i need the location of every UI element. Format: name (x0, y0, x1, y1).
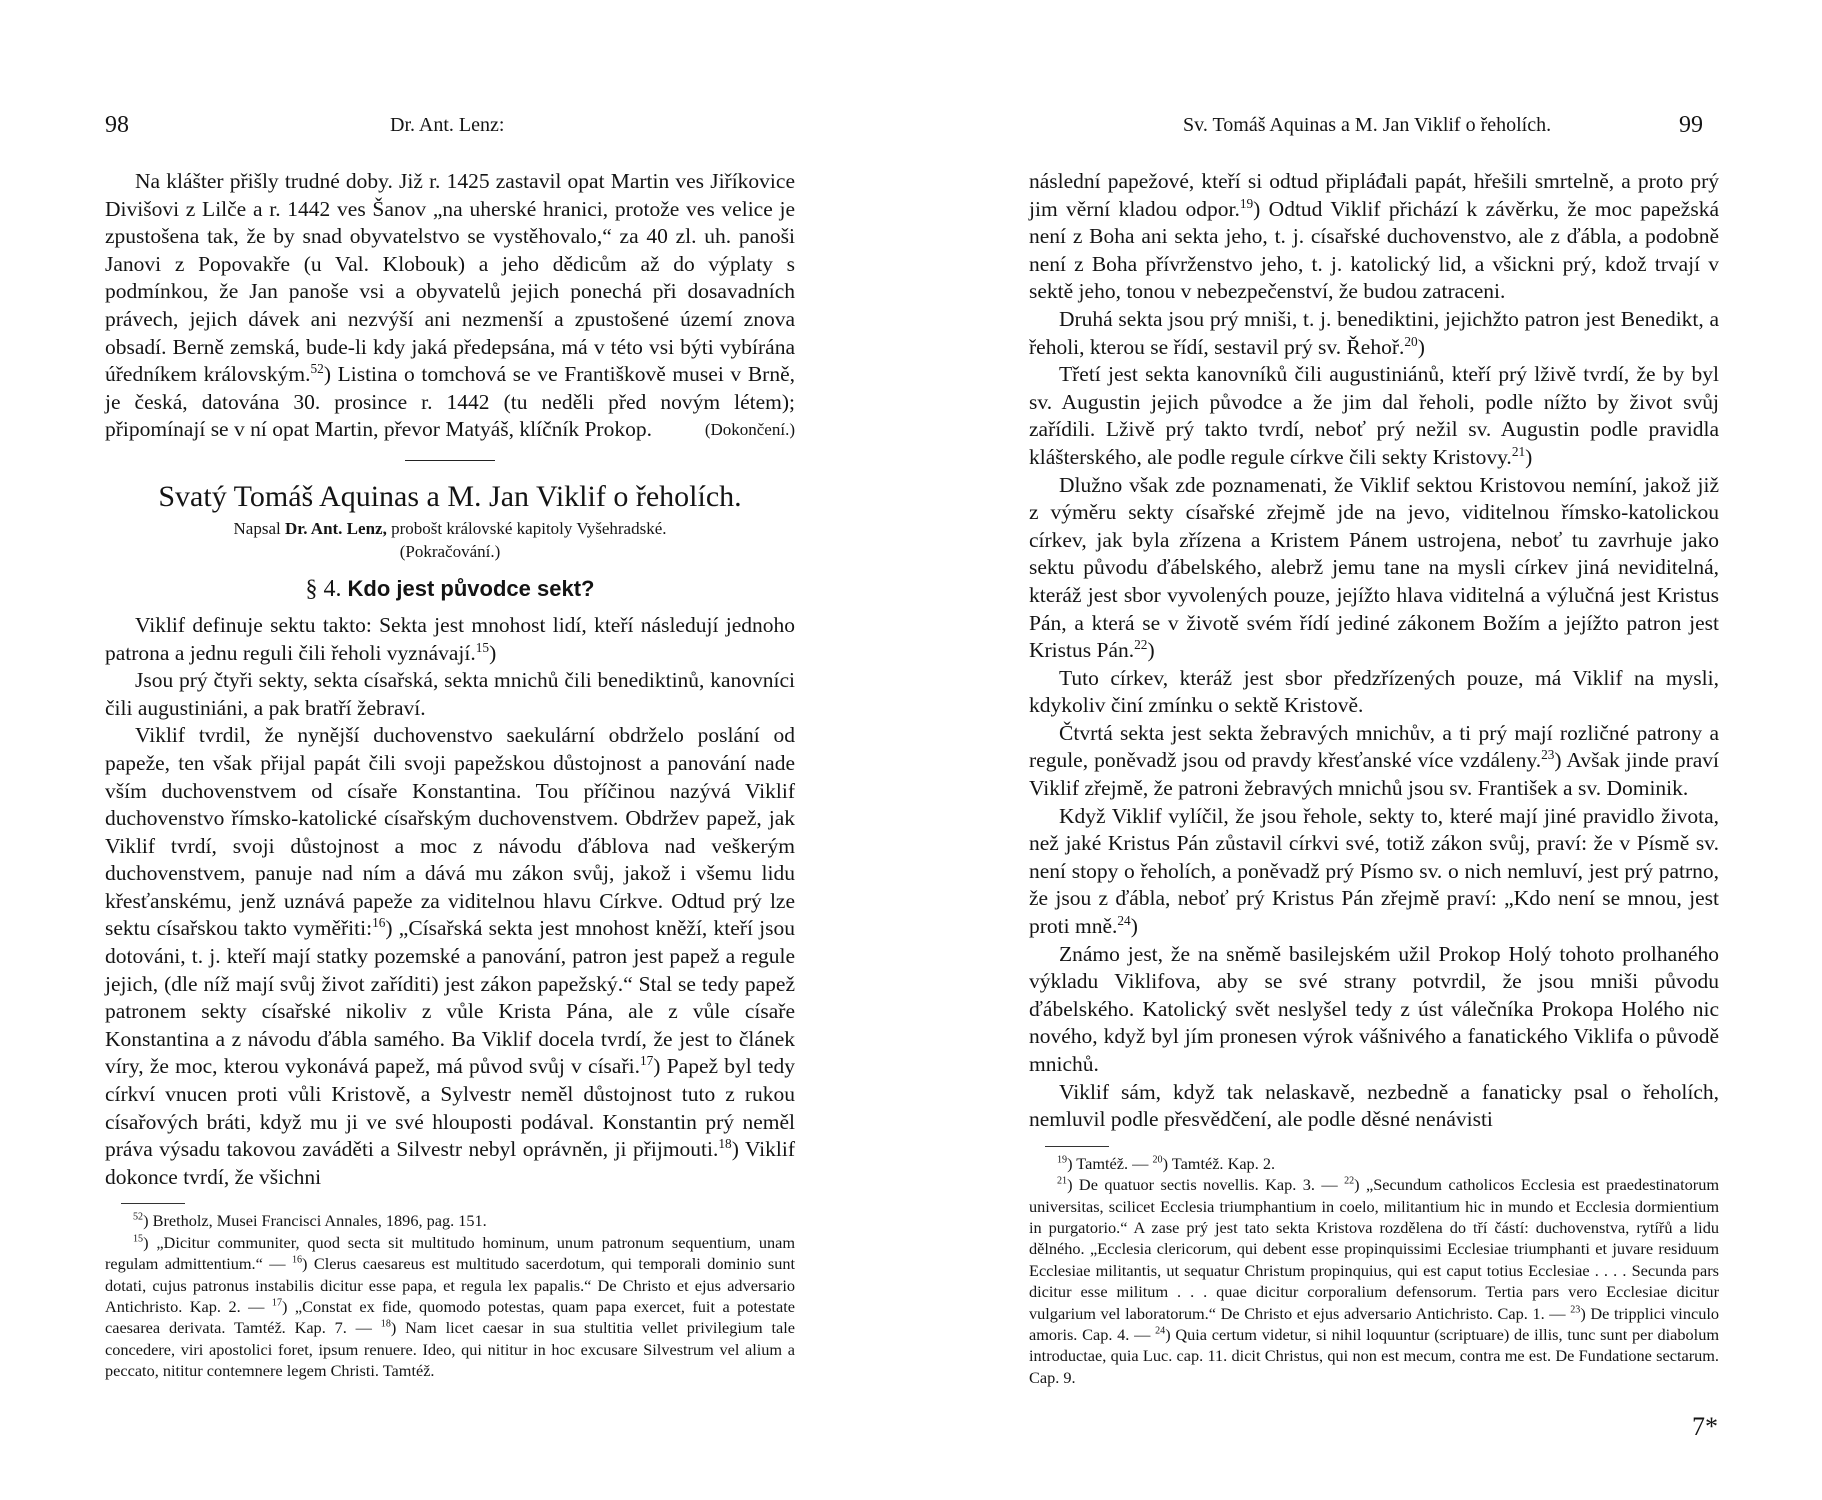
footnote (105, 1210, 795, 1231)
footnote (105, 1232, 795, 1382)
paragraph-text: ) Odtud Viklif přichází k závěrku, že moc papežská není z Boha ani sekta jeho, t. j. císařské duchovenstvo, ale z ďábla, a podobně není z Boha přívrženstvo jeho, t. j. katolický lid, a všickni prý, kdož trvají v sektě jeho, tonou v nebezpečenství, že budou zatraceni. (1029, 196, 1719, 304)
section-heading (105, 574, 795, 604)
left-running-head: Dr. Ant. Lenz: (390, 114, 505, 136)
paragraph-text: Viklif tvrdil, že nynější duchovenstvo saekulární obdrželo poslání od papeže, ten však přijal papát čili svoji papežskou důstojnost a panování nade vším duchovenstvem od císaře Konstantina. Tou příčinou nazývá Viklif duchovenstvo římsko-katolické císařským duchovenstvem. Obdržev papež, jak Viklif tvrdí, svoji důstojnost a moc z návodu ďáblova nad veškerým duchovenstvem, panuje nad ním a dává mu zákon svůj, jakož i všemu lidu křesťanskému, jenž uznává papeže za viditelnou hlavu Církve. Odtud prý lze sektu císařskou takto vyměřiti: (105, 723, 795, 941)
footnote (1029, 1153, 1719, 1174)
body-paragraph (105, 612, 795, 667)
footnote-mark: 22 (1344, 1175, 1355, 1187)
body-paragraph (1029, 665, 1719, 720)
footnote-mark: 15 (133, 1233, 144, 1245)
footnote-ref: 20 (1404, 333, 1418, 349)
body-paragraph (1029, 472, 1719, 665)
footnote-text: ) Clerus caesareus est multitudo sacerdotum, qui temporali dominio sunt dotati, cujus patronus instabilis dicitur esse papa, et regula lex papalis.“ De Christo et ejus adversario Antichristo. Kap. 2. — (105, 1254, 796, 1317)
footnote-ref: 15 (475, 639, 490, 655)
footnote-mark: 24 (1155, 1325, 1166, 1337)
article-byline (105, 517, 795, 540)
paragraph-text: Čtvrtá sekta jest sekta žebravých mnichův, a ti prý mají rozličné patrony a regule, poněvadž jsou od pravdy křesťanské více vzdáleny. (1029, 720, 1719, 773)
right-running-head: Sv. Tomáš Aquinas a M. Jan Viklif o řeholích. (1183, 114, 1552, 136)
body-paragraph (1029, 361, 1719, 471)
footnote-text: ) De tripplici vinculo amoris. Cap. 4. — (1029, 1303, 1720, 1345)
right-column (1029, 168, 1719, 1388)
footnote-text: ) „Secundum catholicos Ecclesia est praedestinatorum universitas, scilicet Ecclesia triumphantium in coelo, militantium hic in mundo et Ecclesia dormientium in purgatorio.“ A zase prý jest tato sekta Kristova rozdělena do tří částí: duchovenstva, rytířů a lidu dělného. „Ecclesia clericorum, qui debent esse propinquissimi Ecclesiae triumphanti et juvare residuum Ecclesiae militantis, ut sequatur Christum propinquius, qui est caput totius Ecclesiae . . . . Secunda pars dicitur esse militum . . . quae dicitur corporalium defensorum. Tertia pars vero Ecclesiae dicitur vulgarium vel laboratorum.“ De Christo et ejus adversario Antichristo. Cap. 1. — (1029, 1175, 1719, 1323)
footnote-separator (121, 1203, 185, 1204)
paragraph-text: Tuto církev, kteráž jest sbor předzřízených pouze, má Viklif na mysli, kdykoliv činí zmínku o sektě Kristově. (1029, 665, 1719, 718)
section-number: § 4. (305, 575, 342, 602)
footnote-ref: 24 (1117, 912, 1131, 928)
body-paragraph (1029, 1079, 1719, 1134)
paragraph-text: následní papežové, kteří si odtud připláđali papát, hřešili smrtelně, a proto prý jim věrní kladou odpor. (1029, 169, 1719, 221)
footnote-mark: 16 (291, 1254, 303, 1266)
paragraph-text: Známo jest, že na sněmě basilejském užil Prokop Holý tohoto prolhaného výkladu Viklifova, aby se své strany potvrdil, že jsou mniši původu ďábelského. Katolický svět neslyšel tedy z úst válečníka Prokopa Holého nic nového, když byl jím pronesen výrok vášnivého a fanatického Viklifa o původě mnichů. (1029, 941, 1719, 1076)
footnote-ref: 22 (1134, 636, 1148, 652)
paragraph-text: ) (1147, 638, 1155, 663)
footnote-mark: 52 (133, 1211, 144, 1223)
footnote-mark: 20 (1152, 1154, 1163, 1166)
footnotes (105, 1210, 795, 1381)
closing-paragraph-text: Na klášter přišly trudné doby. Již r. 1425 zastavil opat Martin ves Jiříkovice Divišovi z Lilče a r. 1442 ves Šanov „na uherské hranici, protože ves velice je zpustošena tak, že by snad obyvatelstvo se vystěhovalo,“ za 40 zl. uh. panoši Janovi z Popovakře (u Val. Klobouk) a jeho dědicům až do výplaty s podmínkou, že Jan panoše vsi a obyvatelů jejich ponechá při dosavadních právech, jejich dávek ani nezvýší ani nezmenší a zpustošené území znova obsadí. Berně zemská, bude-li kdy jaká předepsána, má v této vsi býti vybírána úředníkem královským. (105, 169, 795, 387)
paragraph-text: ) „Císařská sekta jest mnohost kněží, kteří jsou dotováni, t. j. kteří mají statky pozemské a panování, patron jest papež a regule jejich, (dle níž mají svůj život zaříditi) jest zákon papežský.“ Stal se tedy papež patronem sekty císařské nikoliv z vůle Krista Pána, ale z vůle císaře Konstantina a z návodu ďábla samého. Ba Viklif docela tvrdí, že jest to článek víry, že moc, kterou vykonává papež, má původ svůj v císaři. (105, 916, 795, 1079)
closing-paragraph-end: ) Listina o tomchová se ve Františkově musei v Brně, je česká, datována 30. prosince r. 1442 (tu neděli před novým létem); připomínají se v ní opat Martin, převor Matyáš, klíčník Prokop. (105, 362, 795, 442)
footnote-text: ) Tamtéž. Kap. 2. (1162, 1153, 1276, 1173)
paragraph-text: ) Viklif dokonce tvrdí, že všichni (105, 1137, 795, 1189)
paragraph-text: ) Papež byl tedy církví vnucen proti vůli Kristově, a Sylvestr neměl důstojnost tuto z rukou císařových bráti, když mu ji ve své hlouposti podával. Konstantin prý neměl práva výsadu takovou zaváděti a Silvestr nebyl oprávněn, ji přijmouti. (105, 1054, 795, 1162)
byline-author: Dr. Ant. Lenz, (284, 518, 387, 538)
body-paragraph (1029, 803, 1719, 941)
footnote-text: ) Bretholz, Musei Francisci Annales, 1896, pag. 151. (143, 1211, 487, 1231)
paragraph-text: ) (1417, 334, 1425, 359)
footnote-ref: 16 (372, 915, 386, 931)
paragraph-text: Když Viklif vylíčil, že jsou řehole, sekty to, které mají jiné pravidlo života, než jaké Kristus Pán zůstavil církvi své, totiž zákon svůj, praví: že v Písmě sv. není stopy o řeholích, a poněvadž prý Písmo sv. o nich nemluví, jest prý patrno, že jsou z ďábla, neboť prý Kristus Pán zřejmě praví: „Kdo není se mnou, jest proti mně. (1029, 803, 1719, 939)
footnote-mark: 23 (1570, 1304, 1581, 1316)
signature-mark: 7* (1692, 1412, 1718, 1441)
footnotes (1029, 1153, 1719, 1388)
paragraph-text: Druhá sekta jsou prý mniši, t. j. benediktini, jejichžto patron jest Benedikt, a řeholi, kterou se řídí, sestavil prý sv. Řehoř. (1029, 306, 1719, 359)
footnote-mark: 17 (271, 1297, 282, 1309)
paragraph-text: ) Avšak jinde praví Viklif zřejmě, že patroni žebravých mnichů jsou sv. František a sv. Dominik. (1029, 748, 1719, 801)
footnote-separator (1045, 1146, 1109, 1147)
footnote-mark: 18 (380, 1319, 391, 1331)
footnote-ref: 19 (1239, 195, 1254, 211)
body-paragraph (1029, 941, 1719, 1079)
paragraph-text: Viklif definuje sektu takto: Sekta jest mnohost lidí, kteří následují jednoho patrona a jednu reguli čili řeholi vyznávají. (105, 612, 795, 665)
footnote-text: ) „Constat ex fide, quomodo potestas, quam papa exercet, fuit a potestate caesarea derivata. Tamtéž. Kap. 7. — (105, 1297, 796, 1338)
footnote-text: ) De quatuor sectis novellis. Kap. 3. — (1067, 1175, 1345, 1195)
byline-suffix: probošt královské kapitoly Vyšehradské. (391, 518, 667, 538)
footnote-text: ) „Dicitur communiter, quod secta sit multitudo hominum, unum patronum sequentium, unam regulam admittentium.“ — (105, 1232, 795, 1274)
footnote-ref: 21 (1511, 443, 1526, 459)
footnote-ref: 18 (718, 1136, 732, 1152)
body-paragraph (105, 667, 795, 722)
paragraph-text: Jsou prý čtyři sekty, sekta císařská, sekta mnichů čili benediktinů, kanovníci čili augustiniáni, a pak bratří žebraví. (105, 668, 795, 720)
footnote-text: ) Nam licet caesar in sua stultitia vellet privilegium tale concedere, viri apostolici foret, ipsum renuere. Ideo, qui nititur in hoc excusare Silvestrum vel alium a peccato, nititur contemnere legem Christi. Tamtéž. (105, 1318, 795, 1381)
body-paragraph (1029, 720, 1719, 803)
footnote-ref: 52 (310, 361, 324, 376)
body-paragraph (105, 722, 795, 1191)
footnote (1029, 1174, 1719, 1388)
paragraph-text: ) (489, 640, 497, 665)
paragraph-text: ) (1130, 914, 1138, 939)
body-paragraph (1029, 306, 1719, 361)
footnote-text: ) Tamtéž. — (1067, 1153, 1153, 1173)
footnote-mark: 19 (1057, 1154, 1068, 1166)
article-title: Svatý Tomáš Aquinas a M. Jan Viklif o řeholích. (158, 479, 742, 513)
paragraph-text: Dlužno však zde poznamenati, že Viklif sektou Kristovou nemíní, jakož již z výměru sekty císařské zřejmě jde na jevo, viditelnou římsko-katolickou církev, jak byla zřízena a Kristem Pánem ustrojena, neboť tu zavrhuje jako sektu původu ďábelského, alebrž jemu tane na mysli církev jiná neviditelná, kteráž jest sbor vyvolených pouze, jejížto hlava viditelná a výlučná jest Kristus Pán, a která se v životě svém řídí jediné zákonem Božím a jejížto patron jest Kristus Pán. (1029, 472, 1719, 663)
footnote-ref: 17 (639, 1053, 654, 1069)
paragraph-text: Viklif sám, když tak nelaskavě, nezbedně a fanaticky psal o řeholích, nemluvil podle přesvědčení, ale podle děsné nenávisti (1029, 1079, 1719, 1132)
article-separator (405, 460, 495, 461)
left-column (105, 168, 795, 1382)
byline-prefix: Napsal (233, 518, 281, 538)
article-continuation: (Pokračování.) (399, 541, 501, 561)
paragraph-text: Třetí jest sekta kanovníků čili augustiniánů, kteří prý lživě tvrdí, že by byl sv. Augustin jejich původce a že jim dal řeholi, podle nížto by život svůj zařídili. Lživě prý takto tvrdí, neboť prý nežil sv. Augustin podle pravidla klášterského, ale podle regule církve čili sekty Kristovy. (1029, 362, 1719, 469)
continuation-note: (Dokončení.) (704, 420, 795, 440)
body-paragraph (1029, 168, 1719, 306)
footnote-text: ) Quia certum videtur, si nihil loquuntur (scriptuare) de illis, tunc sunt per diabolum introductae, quia Luc. cap. 11. dicit Christus, qui non est mecum, contra me est. De Fundatione sectarum. Cap. 9. (1029, 1325, 1719, 1387)
section-title: Kdo jest původce sekt? (347, 575, 595, 601)
paragraph-text: ) (1525, 444, 1533, 469)
left-page-number: 98 (105, 112, 129, 138)
footnote-mark: 21 (1057, 1175, 1068, 1187)
footnote-ref: 23 (1541, 747, 1555, 763)
right-page-number: 99 (1679, 112, 1703, 138)
right-page (911, 0, 1822, 1500)
closing-paragraph (105, 168, 795, 444)
